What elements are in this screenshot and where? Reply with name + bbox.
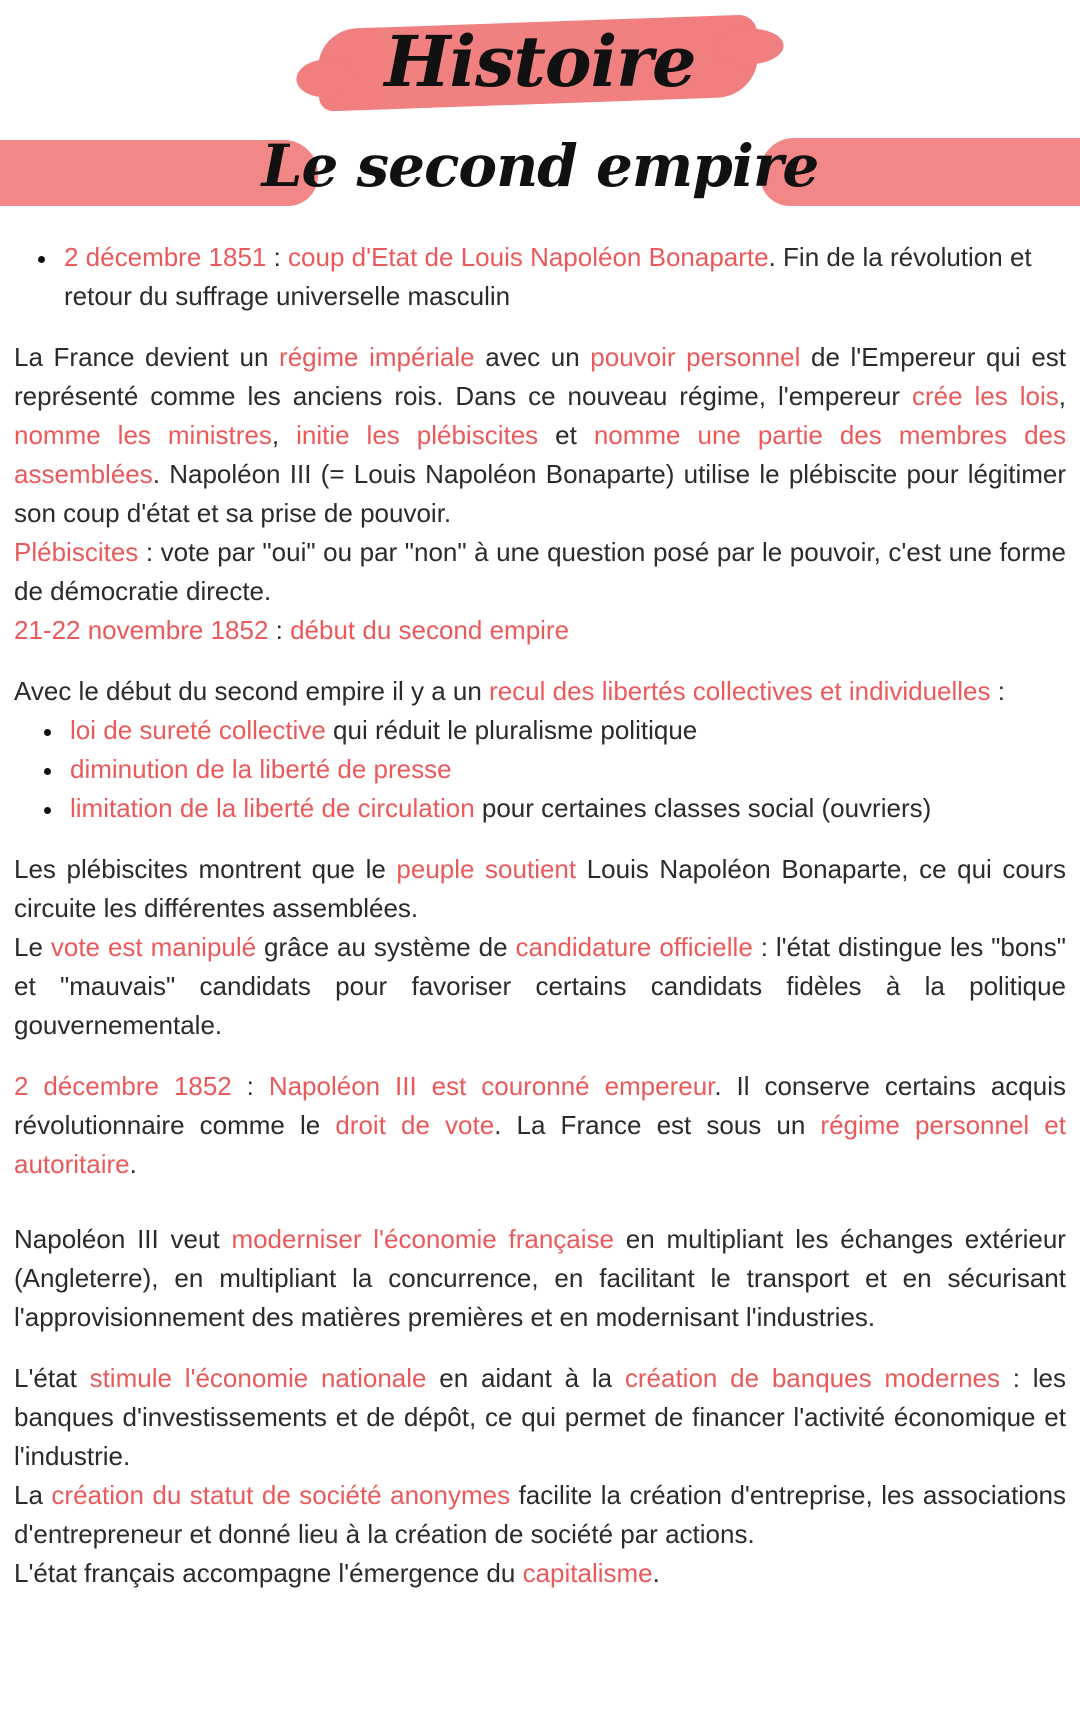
highlight: capitalisme [522, 1558, 653, 1588]
date-highlight: 2 décembre 1851 [64, 242, 267, 272]
list-item [58, 238, 1066, 316]
paragraph-couronnement [14, 1067, 1066, 1184]
highlight: stimule l'économie nationale [89, 1363, 427, 1393]
text: L'état [14, 1363, 90, 1393]
text: : [231, 1071, 269, 1101]
text: : [266, 242, 289, 272]
paragraph-plebiscites [14, 533, 1066, 611]
highlight: coup d'Etat de Louis Napoléon Bonaparte [288, 242, 769, 272]
text: pour certaines classes social (ouvriers) [474, 793, 932, 823]
highlight: candidature officielle [515, 932, 753, 962]
text: en multipliant les échanges extérieur (Angleterre), en multipliant la concurrence, en facilitant le transport et en sécurisant l'approvisionnement des matières premières et en modernisant l'industries. [14, 1224, 1066, 1332]
text: . [652, 1558, 660, 1588]
text: . Fin de la révolution et retour du suffrage universelle masculin [64, 242, 1032, 311]
paragraph-vote [14, 928, 1066, 1045]
highlight: création du statut de société anonymes [51, 1480, 511, 1510]
highlight: recul des libertés collectives et individuelles [489, 676, 991, 706]
text: Avec le début du second empire il y a un [14, 676, 490, 706]
text: facilite la création d'entreprise, les associations d'entrepreneur et donné lieu à la création de société par actions. [14, 1480, 1066, 1549]
text: . Il conserve certains acquis révolutionnaire comme le [14, 1071, 1066, 1140]
text: de l'Empereur qui est représenté comme les anciens rois. Dans ce nouveau régime, l'empereur [14, 342, 1067, 411]
highlight: diminution de la liberté de presse [70, 754, 452, 784]
highlight: début du second empire [290, 615, 570, 645]
text: La France devient un [14, 342, 280, 372]
highlight: initie les plébiscites [296, 420, 539, 450]
text: : l'état distingue les "bons" et "mauvais" candidats pour favoriser certains candidats fidèles à la politique gouvernementale. [14, 932, 1066, 1040]
text: : [990, 676, 1005, 706]
text: Louis Napoléon Bonaparte, ce qui cours circuite les différentes assemblées. [14, 854, 1066, 923]
text: en aidant à la [426, 1363, 625, 1393]
text: L'état français accompagne l'émergence du [14, 1558, 523, 1588]
highlight: Napoléon III est couronné empereur [268, 1071, 715, 1101]
paragraph-libertes [14, 672, 1066, 711]
list-item [64, 750, 1066, 789]
text: , [271, 420, 297, 450]
highlight: vote est manipulé [50, 932, 257, 962]
text: grâce au système de [256, 932, 516, 962]
highlight: régime impériale [279, 342, 475, 372]
highlight: loi de sureté collective [70, 715, 326, 745]
header [0, 0, 1080, 225]
text: : vote par "oui" ou par "non" à une question posé par le pouvoir, c'est une forme de démocratie directe. [14, 537, 1066, 606]
highlight: nomme les ministres [14, 420, 272, 450]
date-highlight: 21-22 novembre 1852 [14, 615, 269, 645]
text: , [1058, 381, 1066, 411]
text: et [538, 420, 594, 450]
highlight: crée les lois [911, 381, 1059, 411]
text: Les plébiscites montrent que le [14, 854, 397, 884]
paragraph-start-empire [14, 611, 1066, 650]
term-highlight: Plébiscites [14, 537, 139, 567]
note-content [14, 238, 1066, 1593]
page-title: Histoire [384, 20, 696, 103]
text: avec un [474, 342, 591, 372]
text: : [268, 615, 291, 645]
highlight: droit de vote [335, 1110, 495, 1140]
text: Le [14, 932, 51, 962]
highlight: pouvoir personnel [590, 342, 801, 372]
paragraph-capitalisme [14, 1554, 1066, 1593]
text: . La France est sous un [494, 1110, 821, 1140]
bullet-list-coup [14, 238, 1066, 316]
text: . [129, 1149, 137, 1179]
paragraph-peuple [14, 850, 1066, 928]
highlight: nomme une partie des membres des assemblées [14, 420, 1066, 489]
text: qui réduit le pluralisme politique [325, 715, 698, 745]
text: . Napoléon III (= Louis Napoléon Bonaparte) utilise le plébiscite pour légitimer son coup d'état et sa prise de pouvoir. [14, 459, 1066, 528]
text: : les banques d'investissements et de dépôt, ce qui permet de financer l'activité économique et l'industrie. [14, 1363, 1067, 1471]
highlight: création de banques modernes [624, 1363, 1000, 1393]
text: La [14, 1480, 52, 1510]
highlight: peuple soutient [396, 854, 577, 884]
bullet-list-libertes [14, 711, 1066, 828]
page-subtitle: Le second empire [261, 132, 819, 200]
paragraph-economie [14, 1220, 1066, 1337]
paragraph-banques [14, 1359, 1066, 1476]
paragraph-societes [14, 1476, 1066, 1554]
highlight: moderniser l'économie française [231, 1224, 614, 1254]
highlight: régime personnel et autoritaire [14, 1110, 1066, 1179]
paragraph-regime [14, 338, 1066, 533]
highlight: limitation de la liberté de circulation [70, 793, 475, 823]
text: Napoléon III veut [14, 1224, 232, 1254]
list-item [64, 711, 1066, 750]
list-item [64, 789, 1066, 828]
date-highlight: 2 décembre 1852 [14, 1071, 232, 1101]
